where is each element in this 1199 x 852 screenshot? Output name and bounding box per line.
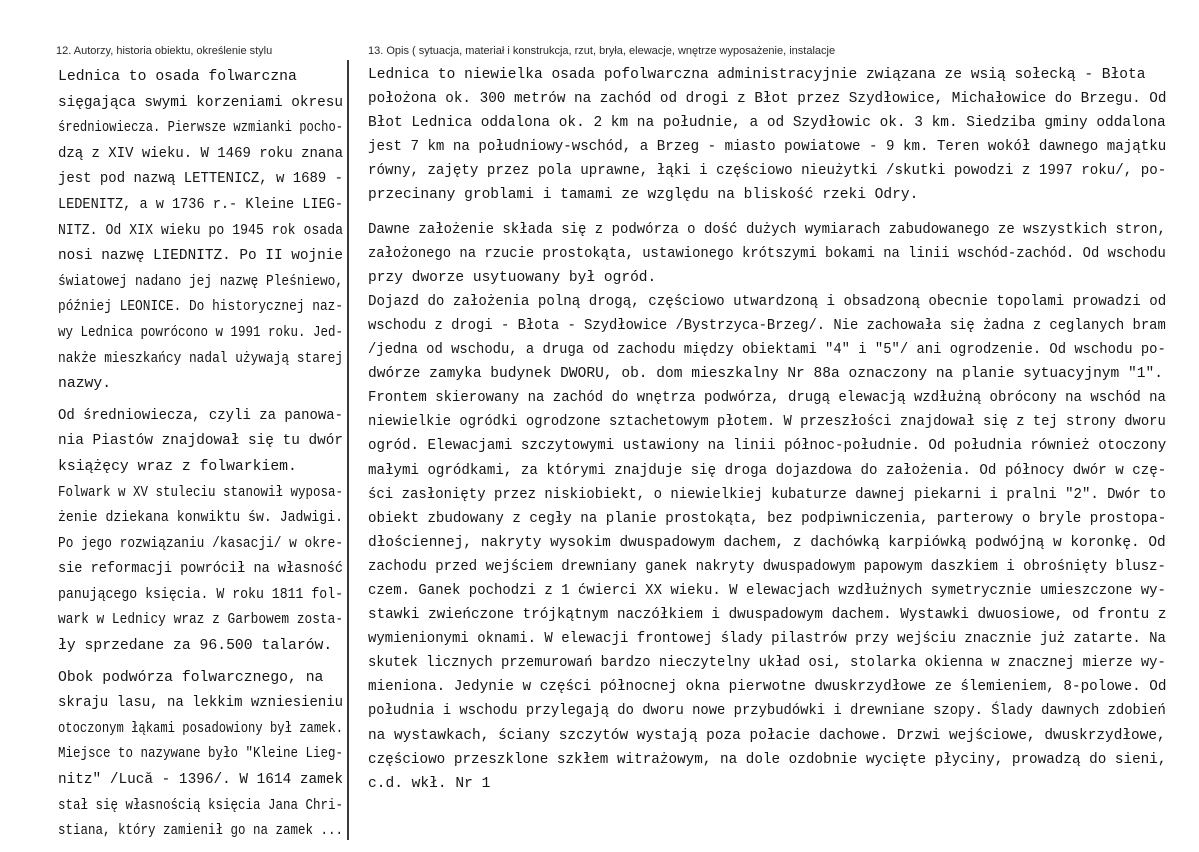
text-line: Frontem skierowany na zachód do wnętrza podwórza, drugą elewacją wzdłużną obrócony na wschód na — [368, 390, 1166, 407]
text-line: nazwy. — [58, 375, 112, 393]
text-line: Miejsce to nazywane było "Kleine Lieg- — [58, 745, 344, 763]
text-line: Lednica to niewielka osada pofolwarczna administracyjnie związana ze wsią sołecką - Błota — [368, 67, 1146, 83]
text-line: małymi ogródkami, za którymi znajduje się droga dojazdowa do założenia. Od północy dwór w czę- — [368, 462, 1167, 479]
text-line: dwórze zamyka budynek DWORU, ob. dom mieszkalny Nr 88a oznaczony na planie sytuacyjnym "1". — [368, 366, 1163, 383]
paragraph — [58, 403, 348, 659]
left-column-header: 12. Autorzy, historia obiektu, określenie stylu — [56, 45, 273, 57]
text-line: na wystawkach, ściany szczytów wystają poza połacie dachowe. Drzwi wejściowe, dwuskrzydłowe, — [368, 727, 1166, 744]
text-line: c.d. wkł. Nr 1 — [368, 775, 491, 792]
right-column-header: 13. Opis ( sytuacja, materiał i konstrukcja, rzut, bryła, elewacje, wnętrze wyposażenie, instalacje — [368, 45, 836, 57]
text-line: ogród. Elewacjami szczytowymi ustawiony na linii północ-południe. Od południa również otoczony — [368, 438, 1167, 455]
text-line: równy, zajęty przez pola uprawne, łąki i częściowo nieużytki /skutki powodzi z 1997 roku/, po- — [368, 163, 1167, 180]
right-column-description-text — [368, 63, 1168, 796]
text-line: NITZ. Od XIX wieku po 1945 rok osada — [58, 221, 344, 239]
text-line: czem. Ganek pochodzi z 1 ćwierci XX wieku. W elewacjach wzdłużnych symetrycznie umieszczone wy- — [368, 582, 1166, 599]
text-line: Po jego rozwiązaniu /kasacji/ w okre- — [58, 534, 344, 552]
text-line: częściowo przeszklone szkłem witrażowym, na dole ozdobnie wycięte płyciny, prowadzą do sieni, — [368, 751, 1167, 768]
text-line: /jedna od wschodu, a druga od zachodu między obiektami "4" i "5"/ ani ogrodzenie. Od wschodu po- — [368, 342, 1166, 359]
text-line: Obok podwórza folwarcznego, na — [58, 668, 324, 686]
text-line: później LEONICE. Do historycznej naz- — [58, 298, 344, 316]
text-line: zachodu przed wejściem drewniany ganek nakryty dwuspadowym papowym daszkiem i obrośnięty blusz- — [368, 558, 1166, 575]
text-line: wark w Lednicy wraz z Garbowem zosta- — [58, 611, 344, 629]
text-line: stiana, który zamienił go na zamek ... — [58, 822, 344, 840]
text-line: przecinany groblami i tamami ze względu na bliskość rzeki Odry. — [368, 187, 919, 204]
text-line: światowej nadano jej nazwę Pleśniewo, — [58, 272, 344, 290]
text-line: położona ok. 300 metrów na zachód od drogi z Błot przez Szydłowice, Michałowice do Brzegu. Od — [368, 91, 1167, 108]
text-line: Lednica to osada folwarczna — [58, 68, 297, 85]
text-line: żenie dziekana konwiktu św. Jadwigi. — [58, 509, 344, 527]
text-line: Folwark w XV stuleciu stanowił wyposa- — [58, 483, 344, 501]
paragraph — [58, 665, 348, 844]
paragraph — [58, 64, 348, 397]
text-line: ły sprzedane za 96.500 talarów. — [58, 637, 333, 655]
text-line: ści zasłonięty przez niskiobiekt, o niewielkiej kubaturze dawnej piekarni i pralni "2". Dwór to — [368, 486, 1166, 503]
paragraph — [368, 218, 1168, 796]
text-line: panującego księcia. W roku 1811 fol- — [58, 585, 344, 603]
text-line: sięgająca swymi korzeniami okresu — [58, 93, 344, 111]
text-line: nosi nazwę LIEDNITZ. Po II wojnie — [58, 247, 344, 265]
text-line: otoczonym łąkami posadowiony był zamek. — [58, 719, 344, 737]
text-line: Błot Lednica oddalona ok. 2 km na południe, a od Szydłowic ok. 3 km. Siedziba gminy oddalona — [368, 115, 1166, 132]
text-line: średniowiecza. Pierwsze wzmianki pocho- — [58, 119, 344, 137]
text-line: książęcy wraz z folwarkiem. — [58, 457, 297, 475]
left-column-history-text — [58, 64, 348, 844]
text-line: założonego na rzucie prostokąta, ustawionego krótszymi bokami na linii wschód-zachód. Od wschodu — [368, 245, 1166, 262]
text-line: jest 7 km na południowy-wschód, a Brzeg - miasto powiatowe - 9 km. Teren wokół dawnego majątku — [368, 139, 1167, 156]
text-line: skraju lasu, na lekkim wzniesieniu — [58, 694, 344, 712]
text-line: mieniona. Jedynie w części północnej okna pierwotne dwuskrzydłowe ze ślemieniem, 8-polowe. Od — [368, 679, 1167, 696]
text-line: Dojazd do założenia polną drogą, częściowo utwardzoną i obsadzoną obecnie topolami prowadzi od — [368, 293, 1167, 310]
text-line: stał się własnością księcia Jana Chri- — [58, 796, 344, 814]
text-line: dzą z XIV wieku. W 1469 roku znana — [58, 144, 344, 162]
text-line: LEDENITZ, a w 1736 r.- Kleine LIEG- — [58, 195, 344, 213]
text-line: Dawne założenie składa się z podwórza o dość dużych wymiarach zabudowanego ze wszystkich stron, — [368, 221, 1166, 238]
text-line: nitz" /Lucă - 1396/. W 1614 zamek — [58, 771, 344, 789]
text-line: wy Lednica powrócono w 1991 roku. Jed- — [58, 323, 344, 341]
text-line: skutek licznych przemurowań bardzo nieczytelny układ osi, stolarka okienna w znacznej mierze wy- — [368, 655, 1166, 672]
text-line: Od średniowiecza, czyli za panowa- — [58, 406, 344, 424]
text-line: obiekt zbudowany z cegły na planie prostokąta, bez podpiwniczenia, parterowy o bryle prostopa- — [368, 510, 1167, 527]
text-line: wymienionymi oknami. W elewacji frontowej ślady pilastrów przy wejściu znacznie już zatarte. Na — [368, 631, 1166, 648]
paragraph — [368, 63, 1168, 208]
text-line: dłościennej, nakryty wysokim dwuspadowym dachem, z dachówką karpiówką podwójną w koronkę. Od — [368, 534, 1166, 551]
text-line: stawki zwieńczone trójkątnym naczółkiem i dwuspadowym dachem. Wystawki dwuosiowe, od frontu z — [368, 607, 1167, 624]
text-line: wschodu z drogi - Błota - Szydłowice /Bystrzyca-Brzeg/. Nie zachowała się żadna z ceglanych bram — [368, 317, 1166, 334]
text-line: sie reformacji powrócił na własność — [58, 560, 344, 578]
text-line: południa i wschodu przylegają do dworu nowe przybudówki i drewniane szopy. Ślady dawnych zdobień — [368, 703, 1166, 720]
text-line: niewielkie ogródki ogrodzone sztachetowym płotem. W przeszłości znajdował się z tej strony dworu — [368, 414, 1166, 431]
text-line: przy dworze usytuowany był ogród. — [368, 269, 657, 286]
text-line: jest pod nazwą LETTENICZ, w 1689 - — [58, 170, 344, 188]
text-line: nia Piastów znajdował się tu dwór — [58, 432, 344, 450]
text-line: nakże mieszkańcy nadal używają starej — [58, 349, 344, 367]
